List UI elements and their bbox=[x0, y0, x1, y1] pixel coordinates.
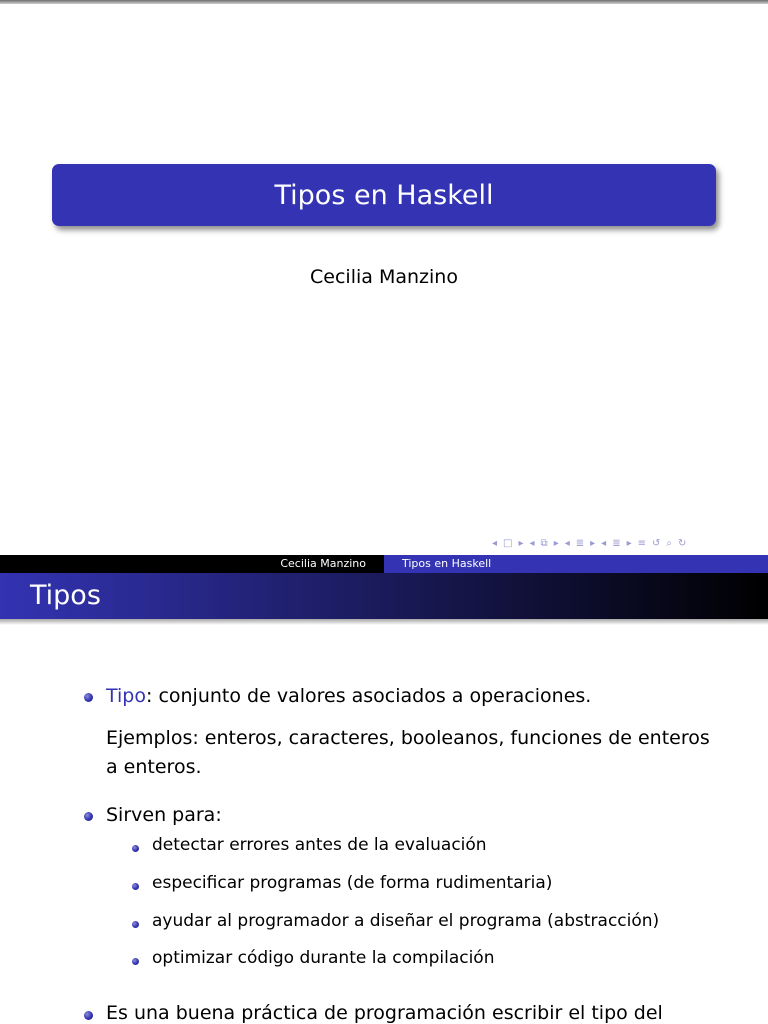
nav-search-icon[interactable]: ⌕ bbox=[666, 537, 673, 549]
sub-item: ayudar al programador a diseñar el programa (abstracción) bbox=[152, 911, 660, 931]
nav-frame-icon[interactable]: □ bbox=[503, 537, 513, 549]
nav-subsection-next-icon[interactable]: ▸ bbox=[553, 537, 559, 549]
footer-author: Cecilia Manzino bbox=[0, 555, 384, 573]
sub-bullet-icon bbox=[132, 883, 139, 890]
slide-author: Cecilia Manzino bbox=[310, 266, 458, 288]
list-item-sirven: Sirven para: bbox=[106, 804, 222, 826]
term-tipo: Tipo bbox=[106, 685, 146, 707]
nav-doc-prev-icon[interactable]: ◂ bbox=[601, 537, 607, 549]
sub-bullet-icon bbox=[132, 921, 139, 928]
nav-section-icon[interactable]: ≣ bbox=[612, 537, 621, 549]
frame-title: Tipos bbox=[0, 573, 768, 619]
sub-item: optimizar código durante la compilación bbox=[152, 948, 495, 968]
nav-frame-prev-icon[interactable]: ◂ bbox=[492, 537, 498, 549]
nav-section-next-icon[interactable]: ▸ bbox=[590, 537, 596, 549]
sub-bullet-icon bbox=[132, 958, 139, 965]
footer-title: Tipos en Haskell bbox=[384, 555, 768, 573]
nav-subsection-prev-icon[interactable]: ◂ bbox=[529, 537, 535, 549]
tipo-definition: : conjunto de valores asociados a operaciones. bbox=[146, 685, 592, 707]
bullet-icon bbox=[84, 693, 93, 702]
nav-section-prev-icon[interactable]: ◂ bbox=[564, 537, 570, 549]
list-item-tipo bbox=[106, 685, 591, 707]
slide-title: Tipos en Haskell bbox=[274, 179, 494, 211]
sub-item: especificar programas (de forma rudimentaria) bbox=[152, 873, 553, 893]
nav-frame-next-icon[interactable]: ▸ bbox=[518, 537, 524, 549]
nav-forward-icon[interactable]: ↻ bbox=[678, 537, 687, 549]
nav-slide-icon[interactable]: ⧉ bbox=[540, 537, 548, 549]
examples-line-1: Ejemplos: enteros, caracteres, booleanos, funciones de enteros bbox=[106, 727, 710, 749]
list-item-buena-practica: Es una buena práctica de programación escribir el tipo del bbox=[106, 1002, 663, 1024]
sub-bullet-icon bbox=[132, 845, 139, 852]
sub-item: detectar errores antes de la evaluación bbox=[152, 835, 487, 855]
nav-doc-next-icon[interactable]: ▸ bbox=[626, 537, 632, 549]
bullet-icon bbox=[84, 812, 93, 821]
nav-document-icon[interactable]: ≡ bbox=[637, 537, 647, 549]
nav-subsection-icon[interactable]: ≣ bbox=[575, 537, 585, 549]
bullet-icon bbox=[84, 1011, 93, 1020]
examples-line-2: a enteros. bbox=[106, 756, 202, 778]
nav-back-forward-icon[interactable]: ↺ bbox=[652, 537, 661, 549]
